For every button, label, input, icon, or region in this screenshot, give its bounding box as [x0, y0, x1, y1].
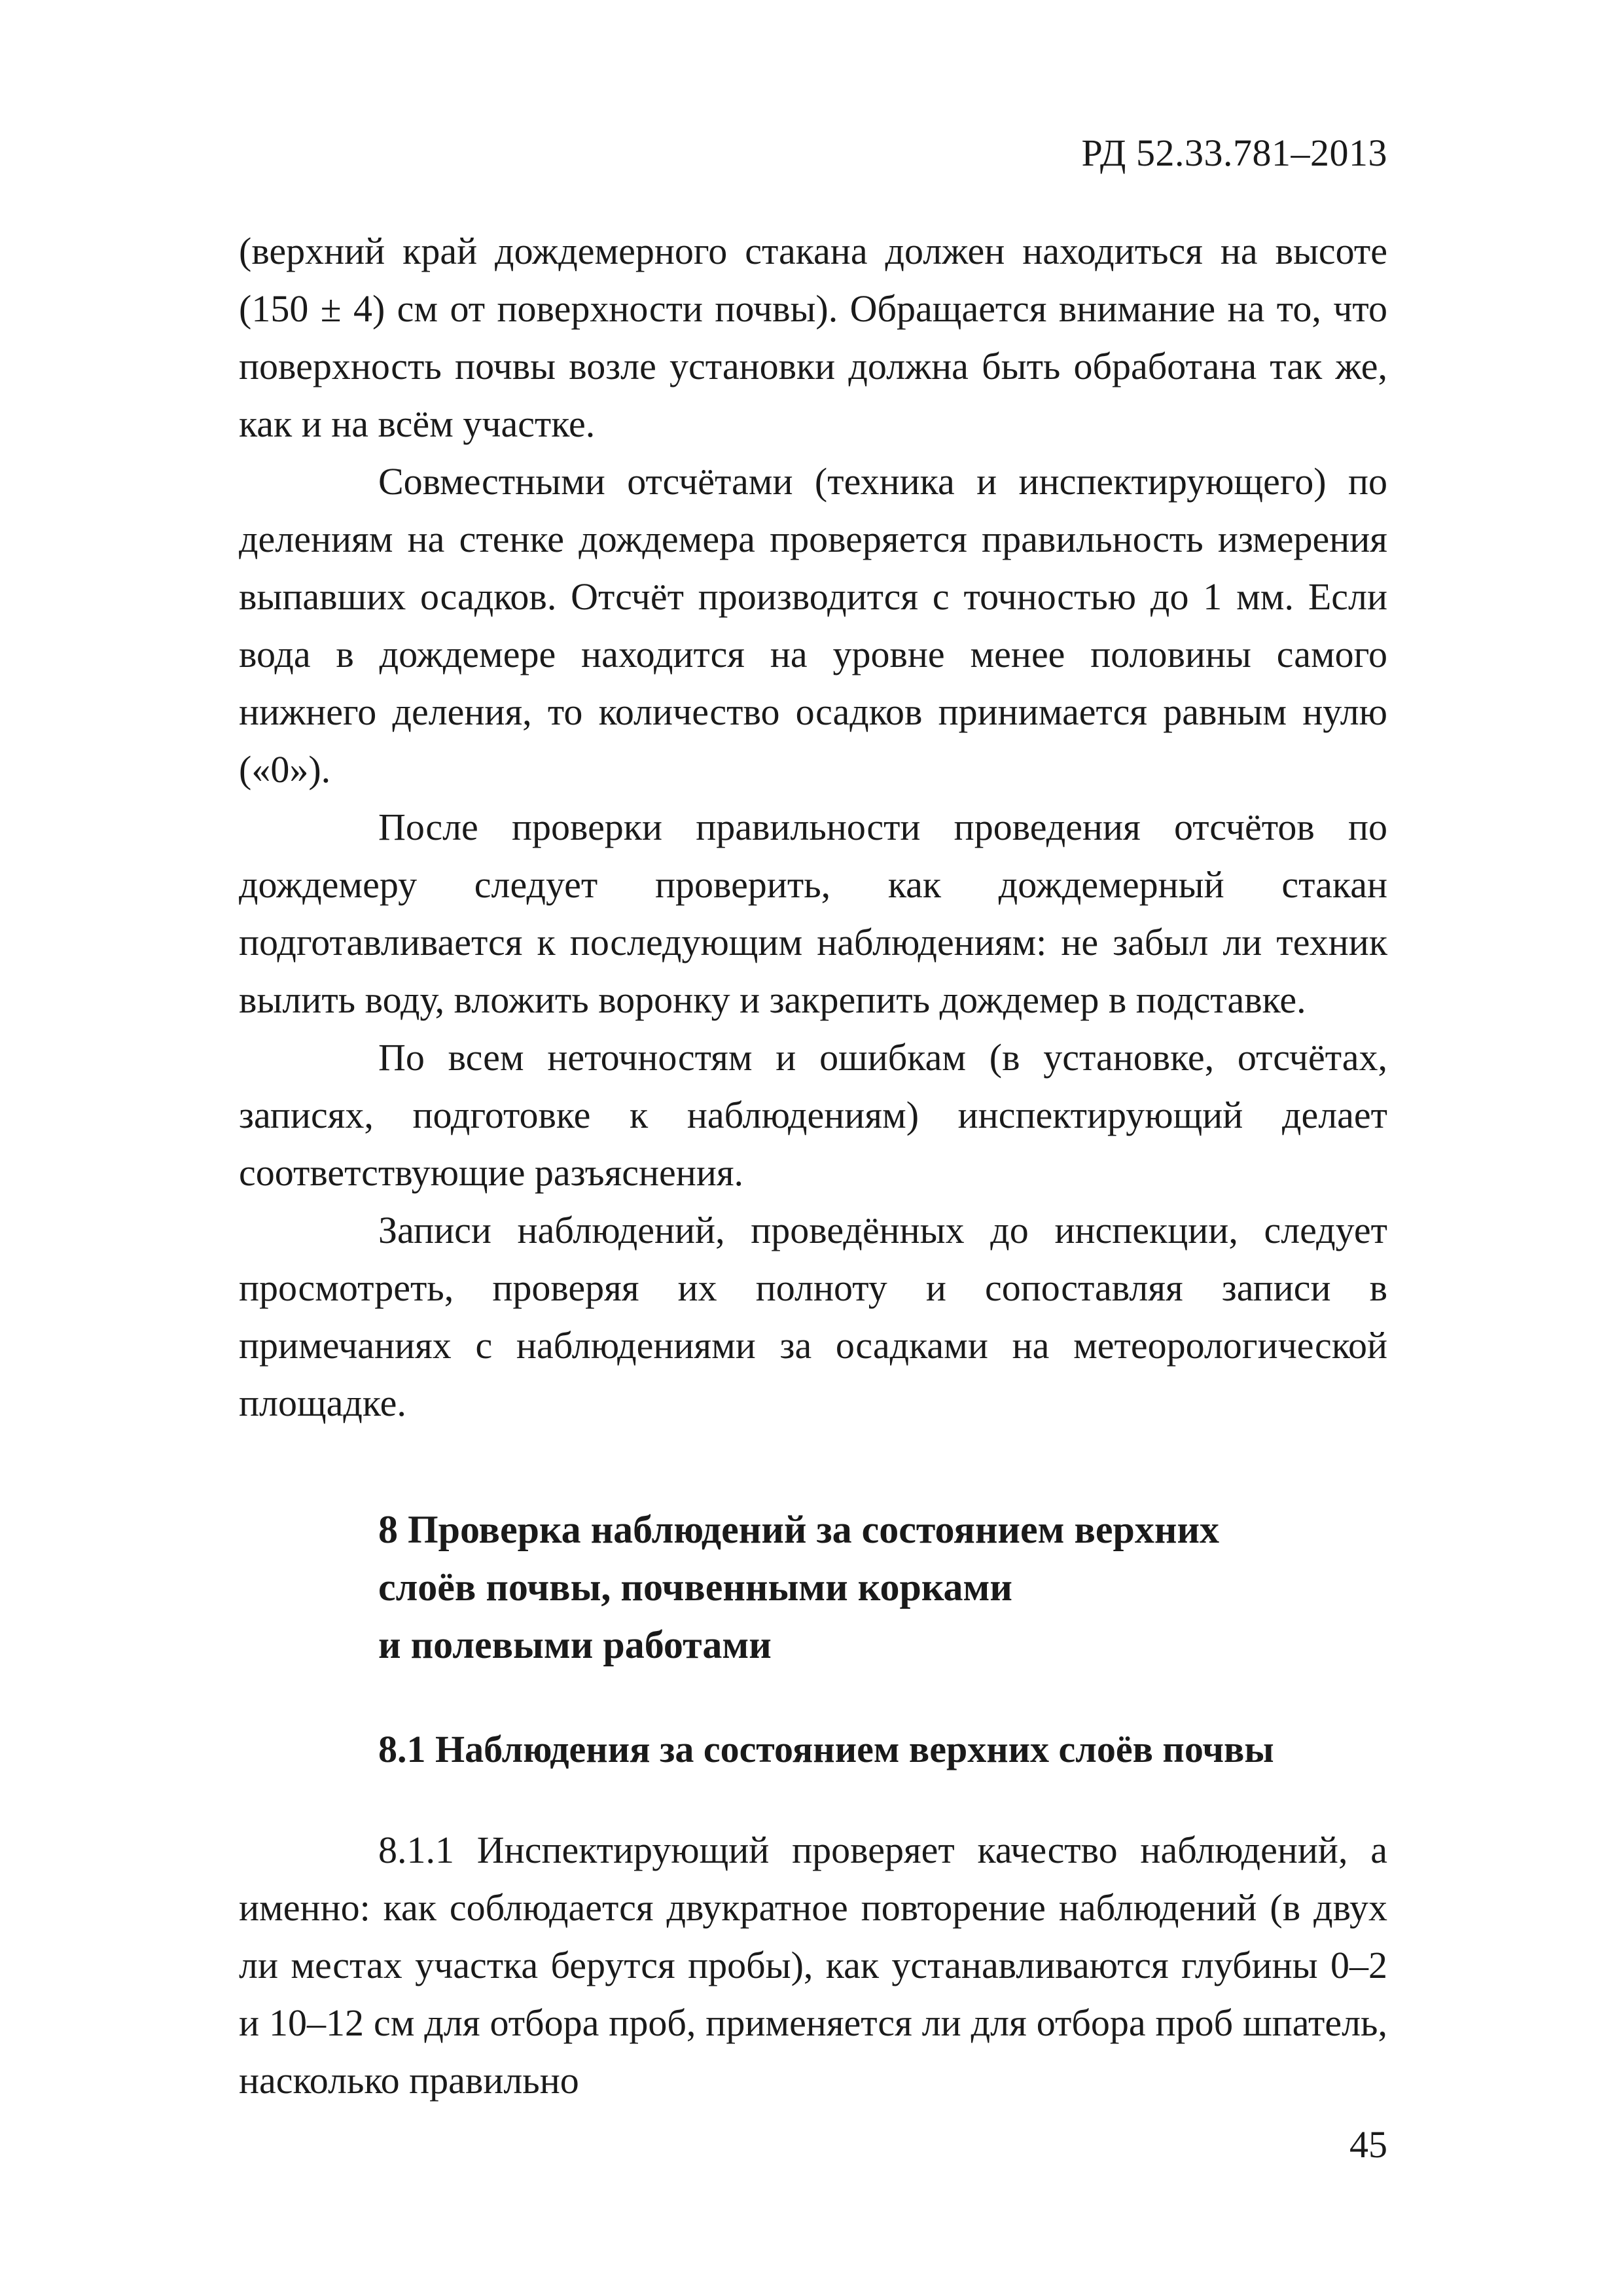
page-text [239, 223, 1387, 2109]
section-heading-line: и полевыми работами [378, 1623, 772, 1666]
document-code: РД 52.33.781–2013 [1081, 132, 1387, 174]
section-heading-line: 8 Проверка наблюдений за состоянием верхних [378, 1508, 1220, 1551]
paragraph-8-1-1: 8.1.1 Инспектирующий проверяет качество наблюдений, а именно: как соблюдается двукратное повторение наблюдений (в двух ли местах участка берутся пробы), как устанавливаются глубины 0–2 и 10–12 см для отбора проб, применяется ли для отбора проб шпатель, насколько правильно [239, 1829, 1387, 2102]
page-number: 45 [1349, 2123, 1387, 2166]
paragraph: По всем неточностям и ошибкам (в установке, отсчётах, записях, подготовке к наблюдениям) инспектирующий делает соответствующие разъяснения. [239, 1036, 1387, 1194]
paragraph: Совместными отсчётами (техника и инспектирующего) по делениям на стенке дождемера проверяется правильность измерения выпавших осадков. Отсчёт производится с точностью до 1 мм. Если вода в дождемере находится на уровне менее половины самого нижнего деления, то количество осадков принимается равным нулю («0»). [239, 460, 1387, 791]
paragraph: Записи наблюдений, проведённых до инспекции, следует просмотреть, проверяя их полноту и сопоставляя записи в примечаниях с наблюдениями за осадками на метеорологической площадке. [239, 1209, 1387, 1424]
paragraph: После проверки правильности проведения отсчётов по дождемеру следует проверить, как дождемерный стакан подготавливается к последующим наблюдениям: не забыл ли техник вылить воду, вложить воронку и закрепить дождемер в подставке. [239, 806, 1387, 1021]
section-8-1-heading: 8.1 Наблюдения за состоянием верхних слоёв почвы [378, 1728, 1274, 1770]
section-heading-line: слоёв почвы, почвенными корками [378, 1566, 1012, 1609]
section-8-heading [378, 1501, 1387, 1674]
paragraph-continued: (верхний край дождемерного стакана должен находиться на высоте (150 ± 4) см от поверхности почвы). Обращается внимание на то, что поверхность почвы возле установки должна быть обработана так же, как и на всём участке. [239, 230, 1387, 445]
